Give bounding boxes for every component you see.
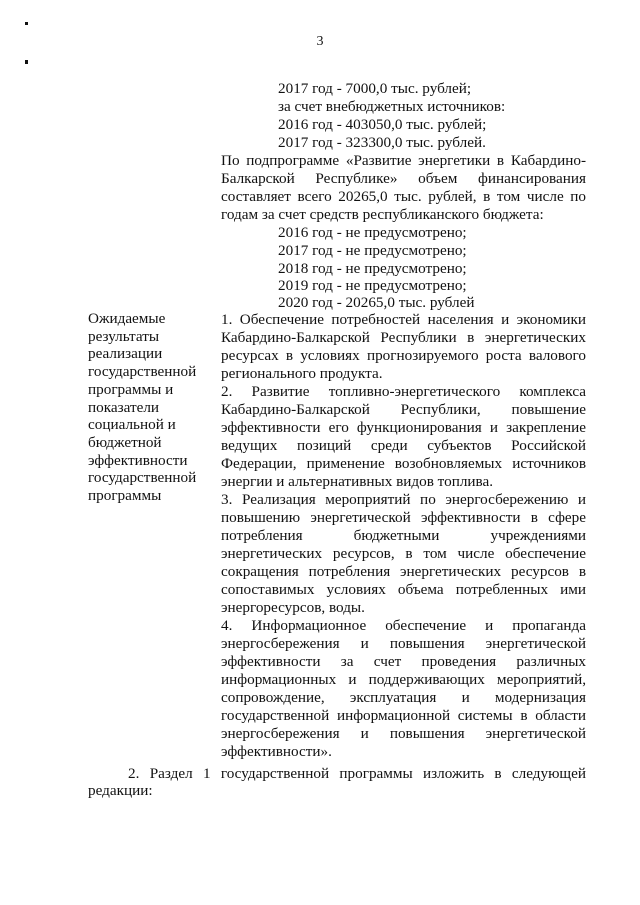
subprogram-year-line: 2020 год - 20265,0 тыс. рублей — [278, 294, 475, 311]
results-label-line: бюджетной — [88, 433, 162, 451]
scan-mark — [25, 60, 28, 64]
closing-paragraph — [88, 765, 586, 799]
results-line: Кабардино-Балкарской Республики в энергетических — [221, 329, 586, 346]
results-label-line: социальной и — [88, 416, 176, 434]
subprogram-year-line: 2019 год - не предусмотрено; — [278, 277, 467, 294]
results-line: сопоставимых условиях объема потребленных ими — [221, 581, 586, 598]
results-label-line: государственной — [88, 363, 197, 381]
results-line: 3. Реализация мероприятий по энергосбережению и — [221, 491, 586, 508]
results-line: Кабардино-Балкарской Республики, повышение — [221, 401, 586, 418]
results-line: энергоресурсов, воды. — [221, 599, 365, 616]
results-line: информационных и поддерживающих мероприятий, — [221, 671, 586, 688]
results-line: государственной информационной системы в области — [221, 707, 586, 724]
results-label-line: государственной — [88, 469, 197, 487]
financing-line: 2017 год - 323300,0 тыс. рублей. — [278, 134, 486, 151]
results-line: Федерации, применение возобновляемых источников — [221, 455, 586, 472]
results-label-line: Ожидаемые — [88, 310, 166, 327]
page-number: 3 — [316, 34, 324, 49]
results-label-line: эффективности — [88, 451, 188, 469]
results-line: эффективности». — [221, 743, 332, 760]
results-label-line: показатели — [88, 398, 160, 416]
financing-line: 2016 год - 403050,0 тыс. рублей; — [278, 116, 487, 133]
results-label-line: программы и — [88, 380, 174, 398]
results-line: энергии и альтернативных видов топлива. — [221, 473, 494, 490]
closing-line: 2. Раздел 1 государственной программы изложить в следующей — [128, 765, 586, 782]
results-label — [88, 310, 208, 505]
financing-line: 2017 год - 7000,0 тыс. рублей; — [278, 80, 472, 97]
subprogram-year-line: 2016 год - не предусмотрено; — [278, 224, 467, 241]
results-line: 4. Информационное обеспечение и пропаганда — [221, 617, 586, 634]
results-line: потребления бюджетными учреждениями — [221, 527, 586, 544]
scan-mark — [25, 22, 28, 25]
results-label-line: результаты — [88, 327, 160, 345]
results-line: сопровождение, эксплуатация и модернизация — [221, 689, 586, 706]
results-label-line: реализации — [88, 345, 163, 363]
results-line: энергетических ресурсов, в том числе обеспечение — [221, 545, 586, 562]
results-label-line: программы — [88, 487, 162, 505]
subprogram-paragraph-line: годам за счет средств республиканского бюджета: — [221, 206, 544, 223]
subprogram-paragraph-line: составляет всего 20265,0 тыс. рублей, в том числе по — [221, 188, 586, 205]
results-line: 2. Развитие топливно-энергетического комплекса — [221, 383, 586, 400]
results-line: повышению энергетической эффективности в сфере — [221, 509, 586, 526]
results-line: сокращения потребления энергетических ресурсов в — [221, 563, 586, 580]
results-line: ресурсах в условиях прогнозируемого роста валового — [221, 347, 586, 364]
subprogram-paragraph-line: По подпрограмме «Развитие энергетики в Кабардино- — [221, 152, 586, 169]
results-line: 1. Обеспечение потребностей населения и экономики — [221, 311, 586, 328]
subprogram-year-line: 2017 год - не предусмотрено; — [278, 242, 467, 259]
results-line: эффективности за счет проведения различных — [221, 653, 586, 670]
results-line: ведущих позиций среди субъектов Российской — [221, 437, 586, 454]
results-line: энергосбережения и повышения энергетической — [221, 725, 586, 742]
results-line: регионального продукта. — [221, 365, 383, 382]
subprogram-year-line: 2018 год - не предусмотрено; — [278, 260, 467, 277]
financing-line: за счет внебюджетных источников: — [278, 98, 506, 115]
closing-line: редакции: — [88, 782, 153, 799]
results-line: энергосбережения и повышения энергетической — [221, 635, 586, 652]
subprogram-paragraph-line: Балкарской Республике» объем финансирования — [221, 170, 586, 187]
results-line: эффективности его функционирования и закрепление — [221, 419, 586, 436]
